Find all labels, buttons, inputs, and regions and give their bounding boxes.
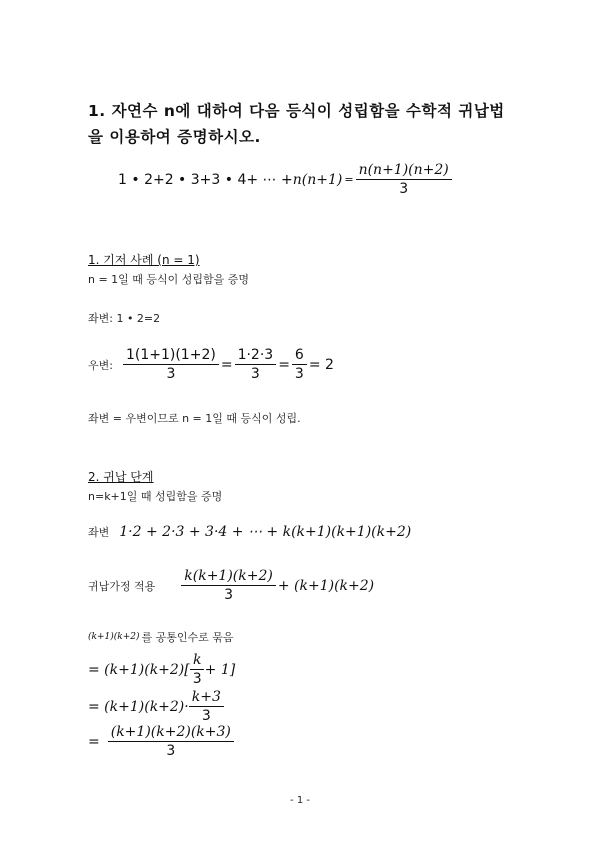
inductive-intro: n=k+1일 때 성립함을 증명 <box>88 490 223 503</box>
inductive-lhs-label: 좌변 <box>88 526 110 539</box>
base-case-rhs-label: 우변: <box>88 358 113 372</box>
base-frac2-den: 3 <box>250 366 260 382</box>
equation-eq: = <box>344 173 354 186</box>
step1-frac-den: 3 <box>192 671 202 687</box>
equation-rhs-fraction <box>356 162 452 197</box>
step3-frac <box>108 724 234 759</box>
equation-rhs-num: n(n+1)(n+2) <box>356 162 452 180</box>
equation-lhs-term: n(n+1) <box>292 171 343 188</box>
inductive-hypothesis <box>88 568 374 603</box>
base-frac3 <box>292 347 307 382</box>
hyp-frac-num: k(k+1)(k+2) <box>181 568 276 586</box>
inductive-heading: 2. 귀납 단계 <box>88 470 154 484</box>
page-number: - 1 - <box>290 795 310 806</box>
step1-frac-num: k <box>190 652 204 670</box>
base-frac1 <box>123 347 219 382</box>
hyp-frac-den: 3 <box>224 587 234 603</box>
base-case-rhs <box>88 347 334 382</box>
hyp-frac <box>181 568 276 603</box>
factor-line <box>88 629 234 645</box>
step2-frac <box>189 689 224 724</box>
factor-expr: (k+1)(k+2) <box>88 632 140 642</box>
equation-lhs-plain: 1 • 2+2 • 3+3 • 4+ ⋯ + <box>118 171 293 188</box>
hypothesis-label: 귀납가정 적용 <box>88 579 156 593</box>
inductive-lhs <box>88 524 411 540</box>
equation-rhs-den: 3 <box>399 181 409 197</box>
step2-prefix: = (k+1)(k+2)· <box>88 698 189 715</box>
main-equation <box>118 162 452 197</box>
base-case-lhs: 좌변: 1 • 2=2 <box>88 312 161 325</box>
problem-title-line2: 을 이용하여 증명하시오. <box>88 128 261 146</box>
base-result: = 2 <box>308 356 334 373</box>
step1-frac <box>190 652 205 687</box>
step3-frac-den: 3 <box>166 743 176 759</box>
step2-frac-den: 3 <box>201 708 211 724</box>
base-case-intro: n = 1일 때 등식이 성립함을 증명 <box>88 273 250 286</box>
step1-prefix: = (k+1)(k+2)[ <box>88 661 190 678</box>
step3-frac-num: (k+1)(k+2)(k+3) <box>108 724 234 742</box>
step2-frac-num: k+3 <box>189 689 224 707</box>
base-frac1-num: 1(1+1)(1+2) <box>123 347 219 365</box>
hyp-rest: + (k+1)(k+2) <box>277 577 375 594</box>
base-case-conclusion: 좌변 = 우변이므로 n = 1일 때 등식이 성립. <box>88 412 301 425</box>
inductive-lhs-expr: 1·2 + 2·3 + 3·4 + ⋯ + k(k+1)(k+1)(k+2) <box>119 524 412 540</box>
step2 <box>88 689 224 724</box>
base-eq1: = <box>220 356 233 373</box>
base-frac2-num: 1·2·3 <box>235 347 277 365</box>
problem-title-line1: 1. 자연수 n에 대하여 다음 등식이 성립함을 수학적 귀납법 <box>88 102 505 120</box>
factor-text: 를 공통인수로 묶음 <box>141 631 234 644</box>
base-frac1-den: 3 <box>166 366 176 382</box>
base-frac3-num: 6 <box>292 347 307 365</box>
step1-suffix: + 1] <box>204 661 236 678</box>
base-eq2: = <box>278 356 290 373</box>
step3 <box>88 724 234 759</box>
base-frac3-den: 3 <box>294 366 304 382</box>
base-case-heading: 1. 기저 사례 (n = 1) <box>88 253 200 267</box>
step1 <box>88 652 235 687</box>
base-frac2 <box>235 347 277 382</box>
step3-prefix: = <box>88 733 100 750</box>
